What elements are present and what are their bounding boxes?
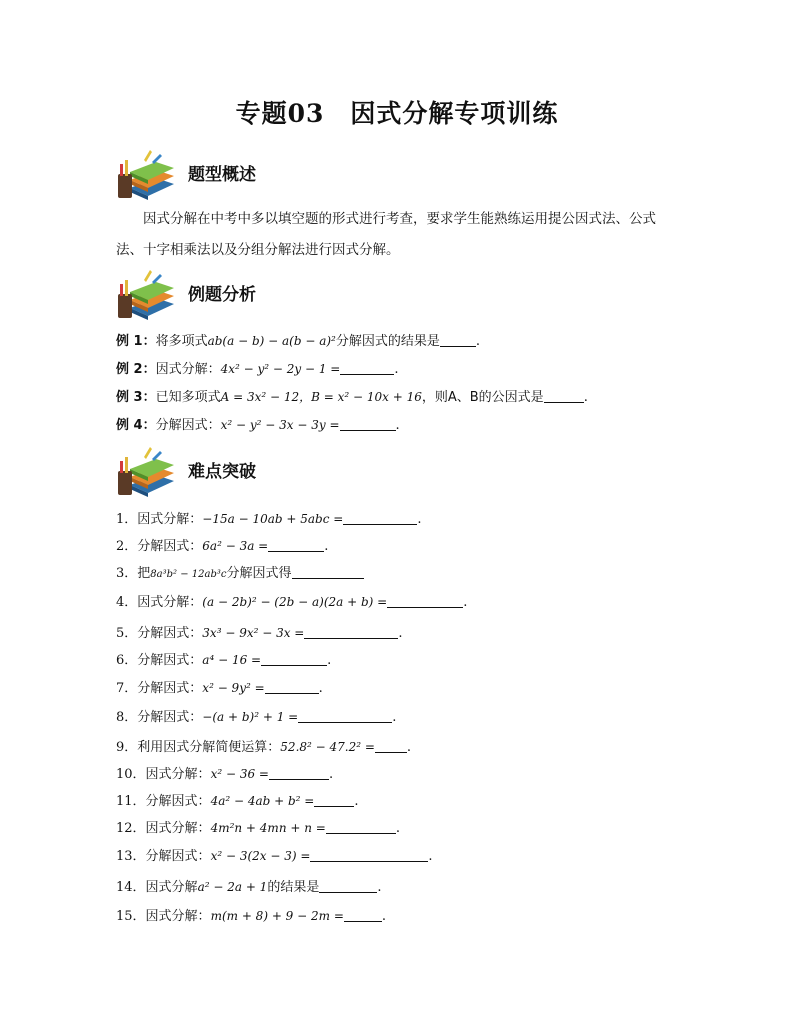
- answer-blank[interactable]: [319, 880, 377, 893]
- answer-blank[interactable]: [340, 362, 394, 375]
- problem-item: 10．因式分解：x² − 36 = .: [116, 767, 334, 782]
- problem-item: 13．分解因式：x² − 3(2x − 3) = .: [116, 849, 433, 864]
- answer-blank[interactable]: [343, 512, 417, 525]
- answer-blank[interactable]: [440, 334, 476, 347]
- books-pencil-cup-icon: [116, 270, 174, 320]
- problem-item: 9．利用因式分解简便运算：52.8² − 47.2² = .: [116, 740, 412, 755]
- answer-blank[interactable]: [544, 390, 584, 403]
- problem-item: 1．因式分解：−15a − 10ab + 5abc = .: [116, 512, 422, 527]
- answer-blank[interactable]: [265, 681, 319, 694]
- problem-item: 2．分解因式：6a² − 3a = .: [116, 539, 329, 554]
- section-title-breakthrough: 难点突破: [188, 462, 256, 482]
- answer-blank[interactable]: [310, 849, 428, 862]
- problem-item: 3．把8a³b² − 12ab³c分解因式得: [116, 562, 364, 581]
- answer-blank[interactable]: [268, 539, 324, 552]
- problem-item: 4．因式分解：(a − 2b)² − (2b − a)(2a + b) = .: [116, 595, 468, 610]
- problem-item: 14．因式分解a² − 2a + 1的结果是 .: [116, 880, 382, 895]
- problem-item: 8．分解因式：−(a + b)² + 1 = .: [116, 710, 397, 725]
- answer-blank[interactable]: [375, 740, 407, 753]
- section-title-overview: 题型概述: [188, 165, 256, 185]
- answer-blank[interactable]: [387, 595, 463, 608]
- problem-item: 12．因式分解：4m²n + 4mn + n = .: [116, 821, 400, 836]
- answer-blank[interactable]: [326, 821, 396, 834]
- example-item: 例 3：已知多项式A = 3x² − 12，B = x² − 10x + 16，则A、B的公因式是 .: [116, 390, 588, 405]
- answer-blank[interactable]: [344, 909, 382, 922]
- intro-paragraph: 因式分解在中考中多以填空题的形式进行考查，要求学生能熟练运用提公因式法、公式法、十字相乘法以及分组分解法进行因式分解。: [116, 211, 656, 258]
- page-title: 专题03 因式分解专项训练: [235, 99, 559, 128]
- answer-blank[interactable]: [340, 418, 396, 431]
- problem-item: 7．分解因式：x² − 9y² = .: [116, 681, 323, 696]
- example-item: 例 1：将多项式ab(a − b) − a(b − a)²分解因式的结果是 .: [116, 334, 480, 349]
- answer-blank[interactable]: [304, 626, 398, 639]
- books-pencil-cup-icon: [116, 150, 174, 200]
- problem-item: 11．分解因式：4a² − 4ab + b² = .: [116, 794, 359, 809]
- answer-blank[interactable]: [298, 710, 392, 723]
- example-item: 例 4：分解因式：x² − y² − 3x − 3y = .: [116, 418, 400, 433]
- problem-item: 15．因式分解：m(m + 8) + 9 − 2m = .: [116, 909, 387, 924]
- example-item: 例 2：因式分解：4x² − y² − 2y − 1 = .: [116, 362, 399, 377]
- section-title-examples: 例题分析: [188, 285, 256, 305]
- problem-item: 6．分解因式：a⁴ − 16 = .: [116, 653, 332, 668]
- problem-item: 5．分解因式：3x³ − 9x² − 3x = .: [116, 626, 403, 641]
- books-pencil-cup-icon: [116, 447, 174, 497]
- answer-blank[interactable]: [292, 566, 364, 579]
- answer-blank[interactable]: [314, 794, 354, 807]
- answer-blank[interactable]: [261, 653, 327, 666]
- answer-blank[interactable]: [269, 767, 329, 780]
